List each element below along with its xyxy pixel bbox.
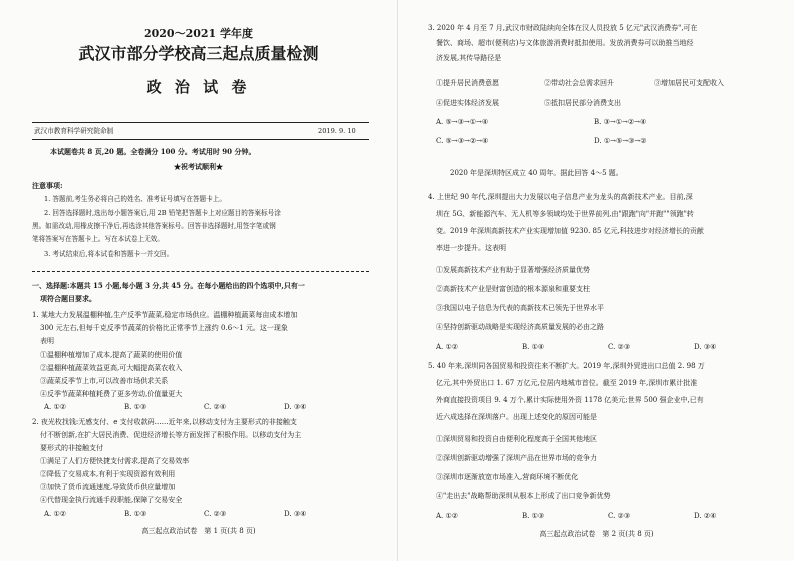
option-a[interactable]: A. ①② <box>436 512 459 520</box>
question-5-stem-3: 外商直接投资项目 9. 4 万个,累计实际使用外资 1178 亿美元;世界 500 强企业中,已有 <box>436 396 704 404</box>
header-rule <box>32 122 369 123</box>
question-1-stem: 1. 某地大力发展温棚种植,生产反季节蔬菜,稳定市场供应。温棚种植蔬菜每亩成本增加 <box>32 311 298 319</box>
exam-title: 武汉市部分学校高三起点质量检测 <box>78 44 319 63</box>
question-5-stem-4: 近六成选择在深圳落户。出现上述变化的原因可能是 <box>436 413 597 421</box>
page-footer: 高三起点政治试卷 第 2 页(共 8 页) <box>539 530 654 538</box>
question-3-item: ③增加居民可支配收入 <box>654 79 724 87</box>
question-2-item: ④代替现金执行流通手段职能,保障了交易安全 <box>40 496 183 504</box>
question-5-stem: 5. 40 年来,深圳同各国贸易和投资往来不断扩大。2019 年,深圳外贸进出口总值 2. 98 万 <box>428 362 705 370</box>
question-4-item: ②高新技术产业是财富创造的根本源泉和重要支柱 <box>436 285 590 293</box>
question-4-item: ④坚持创新驱动战略是实现经济高质量发展的必由之路 <box>436 323 604 331</box>
question-1-options <box>44 403 364 412</box>
question-2-item: ③加快了货币流通速度,导致货币供应量增加 <box>40 483 176 491</box>
option-c[interactable]: C. ②④ <box>204 403 227 411</box>
subject-title: 政 治 试 卷 <box>146 78 251 96</box>
question-4-options <box>436 343 754 352</box>
question-5-options <box>436 512 754 521</box>
option-d[interactable]: D. ②④ <box>694 512 717 520</box>
note-3: 3. 考试结束后,将本试卷和答题卡一并交回。 <box>44 250 174 258</box>
question-5-item: ②深圳创新驱动增强了深圳产品在世界市场的竞争力 <box>436 454 597 462</box>
option-b[interactable]: B. ③→①→②→④ <box>594 118 647 126</box>
notes-heading: 注意事项: <box>32 181 63 190</box>
option-c[interactable]: C. ②③ <box>608 343 631 351</box>
option-a[interactable]: A. ①② <box>44 510 67 518</box>
question-5-stem-2: 亿元,其中外贸出口 1. 67 万亿元,位居内地城市首位。截至 2019 年,深圳市累计批准 <box>436 379 698 387</box>
option-d[interactable]: D. ③④ <box>284 510 307 518</box>
question-3-item: ②带动社会总需求回升 <box>544 79 614 87</box>
question-3-options-row-2 <box>436 137 744 146</box>
header-rule-2 <box>32 139 369 140</box>
option-d[interactable]: D. ①→⑤→③→② <box>594 137 647 145</box>
option-d[interactable]: D. ③④ <box>284 403 307 411</box>
question-2-options <box>44 510 364 519</box>
option-a[interactable]: A. ⑤→③→①→④ <box>436 118 489 126</box>
option-c[interactable]: C. ②③ <box>608 512 631 520</box>
question-4-item: ③我国以电子信息为代表的高新技术已领先于世界水平 <box>436 304 604 312</box>
option-d[interactable]: D. ③④ <box>694 343 717 351</box>
question-4-stem-4: 率进一步提升。这表明 <box>436 244 506 252</box>
option-b[interactable]: B. ①③ <box>124 510 147 518</box>
question-4-stem-2: 圳在 5G、新能源汽车、无人机等多领域均处于世界前列,由"跟跑"向"并跑""领跑"转 <box>436 210 694 218</box>
question-3-items-row-1 <box>436 79 764 88</box>
note-1: 1. 答题前,考生务必将自己的姓名、准考证号填写在答题卡上。 <box>44 195 226 203</box>
question-2-item: ②降低了交易成本,有利于实现资源有效利用 <box>40 470 176 478</box>
note-2: 2. 回答选择题时,选出每小题答案后,用 2B 铅笔把答题卡上对应题目的答案标号涂 <box>44 209 281 217</box>
question-2-stem-3: 要形式的非接触支付 <box>40 444 103 452</box>
question-5-item: ③深圳市逐渐放宽市场准入,营商环境不断优化 <box>436 473 579 481</box>
question-5-item: ①深圳贸易和投资自由便利化程度高于全国其他地区 <box>436 435 597 443</box>
question-1-item: ①温棚种植增加了成本,提高了蔬菜的使用价值 <box>40 351 183 359</box>
question-2-stem-2: 付不断创新,在扩大居民消费、促进经济增长等方面发挥了积极作用。以移动支付为主 <box>40 431 302 439</box>
note-2-cont: 黑。如需改动,用橡皮擦干净后,再选涂其他答案标号。回答非选择题时,用签字笔或钢 <box>32 222 276 230</box>
question-3-stem: 3. 2020 年 4 月至 7 月,武汉市财政陆续向全体在汉人员投放 5 亿元"武汉消费券",可在 <box>428 24 698 32</box>
question-1-item: ④反季节蔬菜种植耗费了更多劳动,价值量更大 <box>40 390 183 398</box>
question-1-item: ③蔬菜反季节上市,可以改善市场供求关系 <box>40 377 169 385</box>
option-a[interactable]: A. ①② <box>44 403 67 411</box>
good-luck-banner: ★祝考试顺利★ <box>174 162 223 171</box>
exam-intro: 本试题卷共 8 页,20 题。全卷满分 100 分。考试用时 90 分钟。 <box>50 147 256 156</box>
question-5-item: ④"走出去"战略帮助深圳从根本上形成了出口竞争新优势 <box>436 492 611 500</box>
school-year: 2020～2021 学年度 <box>143 27 254 40</box>
question-3-item: ④促进实体经济发展 <box>436 99 499 107</box>
section-heading: 一、选择题:本题共 15 小题,每小题 3 分,共 45 分。在每小题给出的四个选项中,只有一 <box>32 281 305 290</box>
section-divider <box>32 271 369 272</box>
question-1-stem-3: 表明 <box>40 337 54 345</box>
question-3-items-row-2 <box>436 99 674 108</box>
option-b[interactable]: B. ①③ <box>522 512 545 520</box>
question-4-item: ①发展高新技术产业有助于显著增强经济质量优势 <box>436 266 590 274</box>
option-c[interactable]: C. ②③ <box>204 510 227 518</box>
option-a[interactable]: A. ①② <box>436 343 459 351</box>
question-1-item: ②温棚种植蔬菜效益更高,可大幅提高菜农收入 <box>40 364 183 372</box>
questions-4-5-intro: 2020 年是深圳特区成立 40 周年。据此回答 4～5 题。 <box>450 169 623 177</box>
question-3-options-row-1 <box>436 118 744 127</box>
exam-page-2 <box>397 0 794 561</box>
exam-date: 2019. 9. 10 <box>318 127 356 135</box>
option-c[interactable]: C. ⑤→③→②→④ <box>436 137 489 145</box>
question-4-stem: 4. 上世纪 90 年代,深圳提出大力发展以电子信息产业为龙头的高新技术产业。目前,深 <box>428 193 693 201</box>
question-3-stem-2: 餐饮、商场、超市(便利店)与文体旅游消费时抵扣使用。发放消费券可以助推当地经 <box>436 39 694 47</box>
question-4-stem-3: 变。2019 年深圳高新技术产业实现增加值 9230. 85 亿元,科技进步对经济增长的贡献 <box>436 227 704 235</box>
question-3-item: ⑤抵扣居民部分消费支出 <box>544 99 621 107</box>
issuing-org: 武汉市教育科学研究院命制 <box>34 127 114 135</box>
section-heading-cont: 项符合题目要求。 <box>40 294 96 303</box>
question-2-item: ①满足了人们方便快捷支付需求,提高了交易效率 <box>40 457 190 465</box>
question-3-stem-3: 济发展,其传导路径是 <box>436 54 502 62</box>
question-2-stem: 2. 夜光枚找钱:无感支付、e 支付收款码……近年来,以移动支付为主要形式的非接触支 <box>32 418 297 426</box>
page-footer: 高三起点政治试卷 第 1 页(共 8 页) <box>141 527 256 535</box>
question-1-stem-2: 300 元左右,但每千克反季节蔬菜的价格比正常季节上涨约 0.6～1 元。这一现象 <box>40 324 288 332</box>
option-b[interactable]: B. ①③ <box>124 403 147 411</box>
note-2-cont2: 笔将答案写在答题卡上。写在本试卷上无效。 <box>32 235 164 243</box>
question-3-item: ①提升居民消费意愿 <box>436 79 499 87</box>
option-b[interactable]: B. ①④ <box>522 343 545 351</box>
